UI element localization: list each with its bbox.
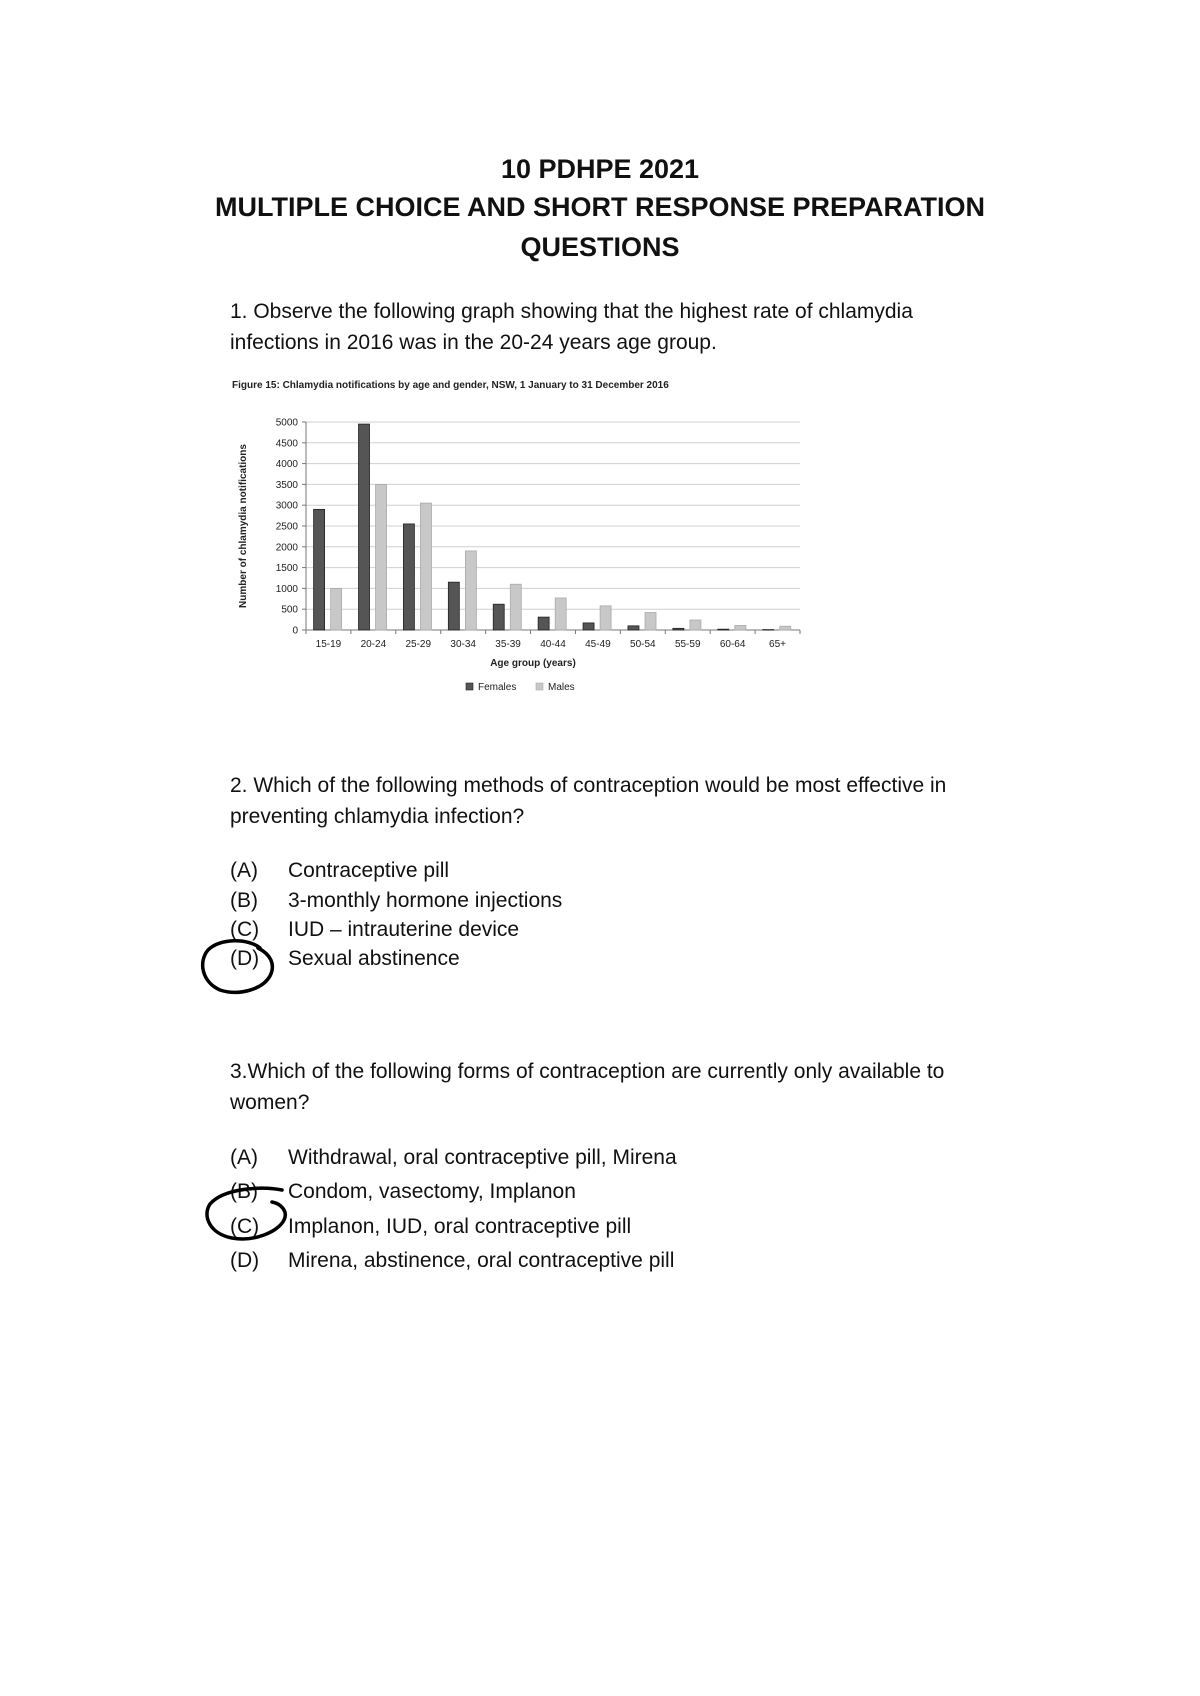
y-tick-label: 4000 [275, 459, 298, 471]
option-letter: (D) [230, 947, 260, 970]
legend-swatch-males [536, 683, 543, 690]
bar-males-35-39 [510, 584, 521, 630]
y-axis-label: Number of chlamydia notifications [238, 444, 249, 608]
bar-males-40-44 [555, 598, 566, 630]
bar-females-45-49 [583, 623, 594, 630]
bar-females-25-29 [403, 524, 414, 630]
bar-females-30-34 [448, 582, 459, 630]
option-text: IUD – intrauterine device [288, 918, 520, 941]
y-tick-label: 5000 [275, 417, 298, 429]
x-tick-label: 45-49 [585, 639, 611, 650]
bar-females-50-54 [628, 626, 639, 630]
y-tick-label: 0 [292, 625, 298, 637]
bar-females-20-24 [359, 424, 370, 630]
document-title-line-1: 10 PDHPE 2021 [500, 154, 700, 184]
legend-label-males: Males [548, 682, 575, 693]
question-3-line-1: 3.Which of the following forms of contraception are currently only available to [230, 1060, 945, 1083]
bar-females-40-44 [538, 617, 549, 630]
x-tick-label: 65+ [769, 639, 787, 650]
bar-females-60-64 [718, 629, 729, 630]
question-3-line-2: women? [230, 1091, 310, 1114]
legend-label-females: Females [478, 682, 517, 693]
y-tick-label: 1500 [275, 563, 298, 575]
option-letter: (C) [230, 1215, 260, 1238]
document-title-line-2: MULTIPLE CHOICE AND SHORT RESPONSE PREPARATION [214, 192, 986, 222]
bar-females-15-19 [314, 509, 325, 630]
question-1-line-1: 1. Observe the following graph showing that the highest rate of chlamydia [230, 300, 913, 323]
bar-males-45-49 [600, 606, 611, 630]
bar-males-65+ [780, 626, 791, 630]
x-tick-label: 30-34 [450, 639, 476, 650]
x-tick-label: 50-54 [630, 639, 656, 650]
question-3-option-b[interactable] [230, 1177, 576, 1207]
option-text: Sexual abstinence [288, 947, 460, 970]
bar-females-35-39 [493, 604, 504, 630]
option-text: Withdrawal, oral contraceptive pill, Mirena [288, 1146, 677, 1169]
bar-males-55-59 [690, 620, 701, 630]
document-title-line-3: QUESTIONS [520, 232, 680, 262]
question-3-option-d[interactable] [230, 1246, 674, 1276]
option-text: Condom, vasectomy, Implanon [288, 1180, 576, 1203]
option-letter: (B) [230, 1180, 258, 1203]
bar-males-60-64 [735, 625, 746, 630]
question-2-option-c[interactable] [230, 915, 519, 945]
bar-males-30-34 [465, 551, 476, 630]
legend-swatch-females [466, 683, 473, 690]
bar-males-50-54 [645, 613, 656, 630]
bar-males-15-19 [331, 588, 342, 630]
option-letter: (D) [230, 1249, 260, 1272]
question-2-option-d[interactable] [230, 944, 460, 974]
x-tick-label: 25-29 [405, 639, 432, 650]
x-tick-label: 20-24 [360, 639, 387, 650]
bar-females-65+ [763, 630, 774, 631]
y-tick-label: 4500 [275, 438, 298, 450]
chlamydia-bar-chart [228, 376, 804, 706]
question-2-line-1: 2. Which of the following methods of contraception would be most effective in [230, 774, 947, 797]
bar-males-25-29 [420, 503, 431, 630]
option-letter: (A) [230, 859, 258, 882]
option-text: Contraceptive pill [288, 859, 450, 882]
y-tick-label: 2500 [275, 521, 298, 533]
bar-males-20-24 [376, 484, 387, 630]
x-tick-label: 15-19 [315, 639, 342, 650]
bar-females-55-59 [673, 628, 684, 630]
x-axis-label: Age group (years) [490, 658, 576, 669]
option-text: Implanon, IUD, oral contraceptive pill [288, 1215, 632, 1238]
option-text: Mirena, abstinence, oral contraceptive pill [288, 1249, 675, 1272]
chart-title: Figure 15: Chlamydia notifications by age and gender, NSW, 1 January to 31 December 2016 [232, 380, 669, 391]
y-tick-label: 3000 [275, 500, 298, 512]
option-letter: (C) [230, 918, 260, 941]
question-1 [230, 296, 1030, 358]
question-2-option-b[interactable] [230, 886, 562, 916]
question-3-option-c[interactable] [230, 1212, 631, 1242]
question-3 [230, 1056, 1030, 1118]
y-tick-label: 2000 [275, 542, 298, 554]
y-tick-label: 3500 [275, 479, 298, 491]
question-2-line-2: preventing chlamydia infection? [230, 805, 525, 828]
y-tick-label: 500 [281, 604, 298, 616]
option-letter: (A) [230, 1146, 258, 1169]
question-2-option-a[interactable] [230, 856, 449, 886]
question-2 [230, 770, 1030, 832]
y-tick-label: 1000 [275, 583, 298, 595]
question-3-option-a[interactable] [230, 1143, 677, 1173]
question-1-line-2: infections in 2016 was in the 20-24 years age group. [230, 331, 717, 354]
x-tick-label: 60-64 [719, 639, 746, 650]
x-tick-label: 35-39 [495, 639, 521, 650]
x-tick-label: 40-44 [540, 639, 566, 650]
option-text: 3-monthly hormone injections [288, 889, 563, 912]
option-letter: (B) [230, 889, 258, 912]
x-tick-label: 55-59 [674, 639, 701, 650]
